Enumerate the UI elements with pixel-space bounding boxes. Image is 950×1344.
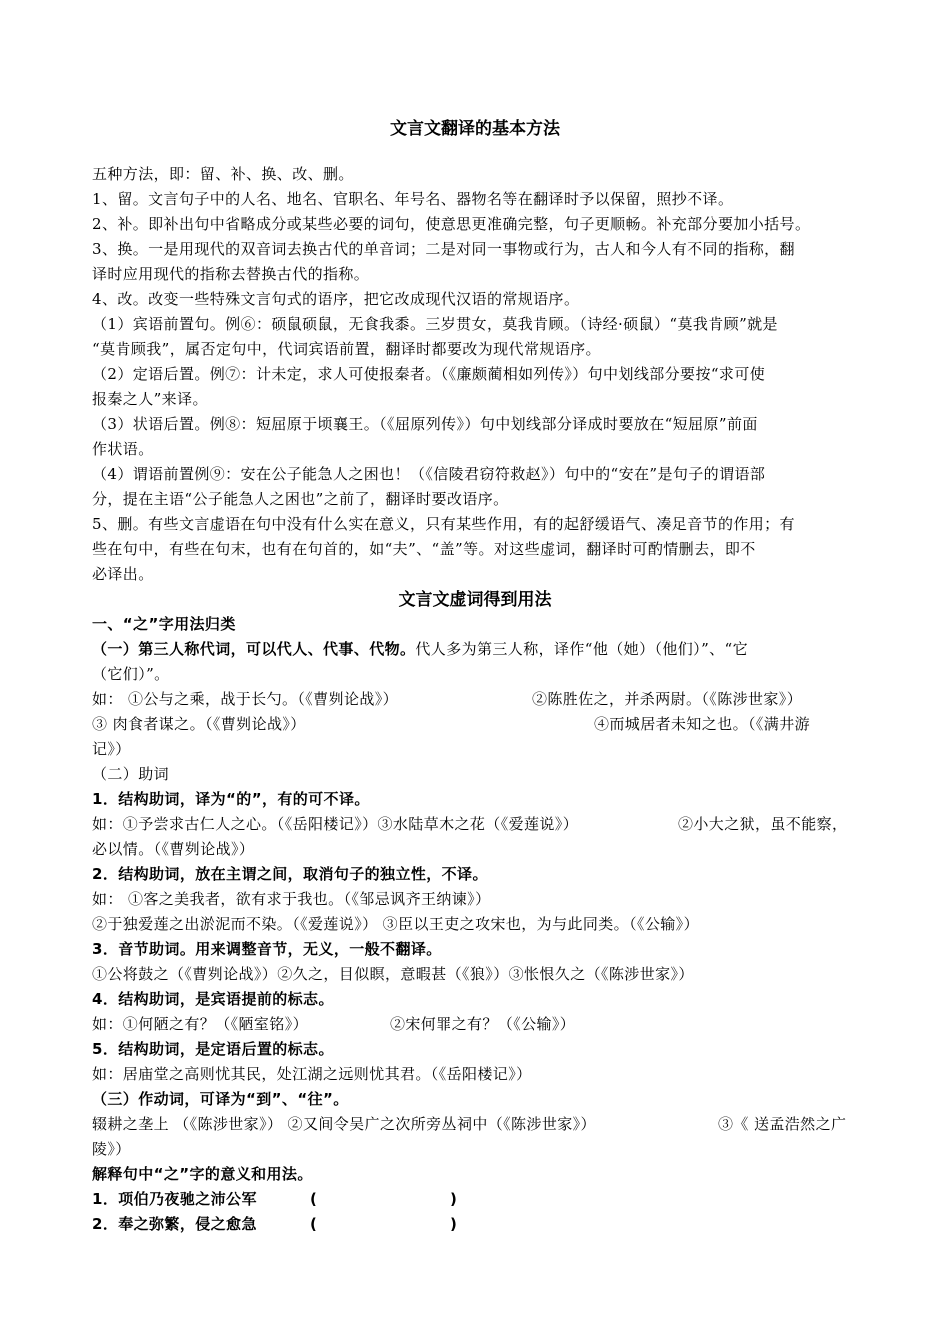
answer-blank-close: ) [450,1190,458,1208]
paragraph-pronoun [92,639,872,659]
body-line: （4）谓语前置例⑨：安在公子能急人之困也！（《信陵君窃符救赵》）句中的“安在”是句子的谓语部 [92,465,766,483]
body-line: （3）状语后置。例⑧：短屈原于顷襄王。（《屈原列传》）句中划线部分译成时要放在“短屈原”前面 [92,415,758,433]
example-row-10: 如：居庙堂之高则忧其民，处江湖之远则忧其君。（《岳阳楼记》） [92,1065,532,1083]
body-line: 报秦之人”来译。 [92,390,208,408]
body-line: （1）宾语前置句。例⑥：硕鼠硕鼠，无食我黍。三岁贯女，莫我肯顾。（诗经·硕鼠）“莫我肯顾”就是 [92,315,778,333]
body-line: 1、留。文言句子中的人名、地名、官职名、年号名、器物名等在翻译时予以保留，照抄不译。 [92,190,734,208]
example-row-12: 陵》） [92,1140,131,1158]
example-row-7: ②于独爱莲之出淤泥而不染。（《爱莲说》） ③臣以王吏之攻宋也，为与此同类。（《公输》） [92,915,699,933]
example-text: ③ 肉食者谋之。（《曹刿论战》） [92,715,306,733]
subheading-1: 1．结构助词，译为“的”，有的可不译。 [92,790,370,808]
pronoun-heading: （一）第三人称代词，可以代人、代事、代物。 [92,640,416,658]
example-text: ②陈胜佐之，并杀两尉。（《陈涉世家》） [532,690,803,708]
heading-verb: （三）作动词，可译为“到”、“往”。 [92,1090,349,1108]
body-line: “莫肯顾我”，属否定句中，代词宾语前置，翻译时都要改为现代常规语序。 [92,340,601,358]
example-row-6: 如： ①客之美我者，欲有求于我也。（《邹忌讽齐王纳谏》） [92,890,491,908]
example-row-8: ①公将鼓之（《曹刿论战》）②久之，目似瞑，意暇甚（《狼》）③怅恨久之（《陈涉世家》） [92,965,694,983]
example-text: 如：①何陋之有？（《陋室铭》） [92,1015,309,1033]
body-line: 3、换。一是用现代的双音词去换古代的单音词；二是对同一事物或行为，古人和今人有不同的指称，翻 [92,240,795,258]
question-text: 1．项伯乃夜驰之沛公军 [92,1190,257,1208]
pronoun-text-cont: （它们）”。 [92,665,170,683]
body-line: 作状语。 [92,440,154,458]
subheading-4: 4．结构助词，是宾语提前的标志。 [92,990,334,1008]
answer-blank-open: ( [310,1190,318,1208]
page-title: 文言文翻译的基本方法 [390,119,560,139]
example-text: 如： ①公与之乘，战于长勺。（《曹刿论战》） [92,690,399,708]
body-line: （2）定语后置。例⑦：计未定，求人可使报秦者。（《廉颇蔺相如列传》）句中划线部分要按“求可使 [92,365,766,383]
body-line: 2、补。即补出句中省略成分或某些必要的词句，使意思更准确完整，句子更顺畅。补充部分要加小括号。 [92,215,811,233]
pronoun-text: 代人多为第三人称，译作“他（她）（他们）”、“它 [415,640,749,658]
answer-blank-close: ) [450,1215,458,1233]
example-text: 辍耕之垄上 （《陈涉世家》） ②又间令吴广之次所旁丛祠中（《陈涉世家》） [92,1115,596,1133]
example-text: ③《 送孟浩然之广 [718,1115,847,1133]
section2-title: 文言文虚词得到用法 [398,590,552,610]
body-line: 4、改。改变一些特殊文言句式的语序，把它改成现代汉语的常规语序。 [92,290,580,308]
question-text: 2．奉之弥繁，侵之愈急 [92,1215,257,1233]
heading-zhi-usage: 一、“之”字用法归类 [92,615,236,633]
body-line: 5、删。有些文言虚语在句中没有什么实在意义，只有某些作用，有的起舒缓语气、凑足音节的作用；有 [92,515,795,533]
example-text: ②小大之狱，虽不能察， [678,815,848,833]
subheading-5: 5．结构助词，是定语后置的标志。 [92,1040,334,1058]
example-row-3: 记》） [92,740,131,758]
heading-auxiliary: （二）助词 [92,765,170,783]
example-text: ④而城居者未知之也。（《满井游 [594,715,811,733]
body-line: 分，提在主语“公子能急人之困也”之前了，翻译时要改语序。 [92,490,509,508]
example-row-5: 必以情。（《曹刿论战》） [92,840,255,858]
example-text: ②宋何罪之有？（《公输》） [390,1015,576,1033]
exercise-instruction: 解释句中“之”字的意义和用法。 [92,1165,313,1183]
answer-blank-open: ( [310,1215,318,1233]
body-line: 些在句中，有些在句末，也有在句首的，如“夫”、“盖”等。对这些虚词，翻译时可酌情删去，即不 [92,540,756,558]
subheading-2: 2．结构助词，放在主谓之间，取消句子的独立性，不译。 [92,865,488,883]
example-text: 如：①予尝求古仁人之心。（《岳阳楼记》）③水陆草木之花（《爱莲说》） [92,815,579,833]
body-line: 译时应用现代的指称去替换古代的指称。 [92,265,370,283]
subheading-3: 3．音节助词。用来调整音节，无义，一般不翻译。 [92,940,442,958]
body-line: 必译出。 [92,565,154,583]
body-line: 五种方法，即：留、补、换、改、删。 [92,165,354,183]
